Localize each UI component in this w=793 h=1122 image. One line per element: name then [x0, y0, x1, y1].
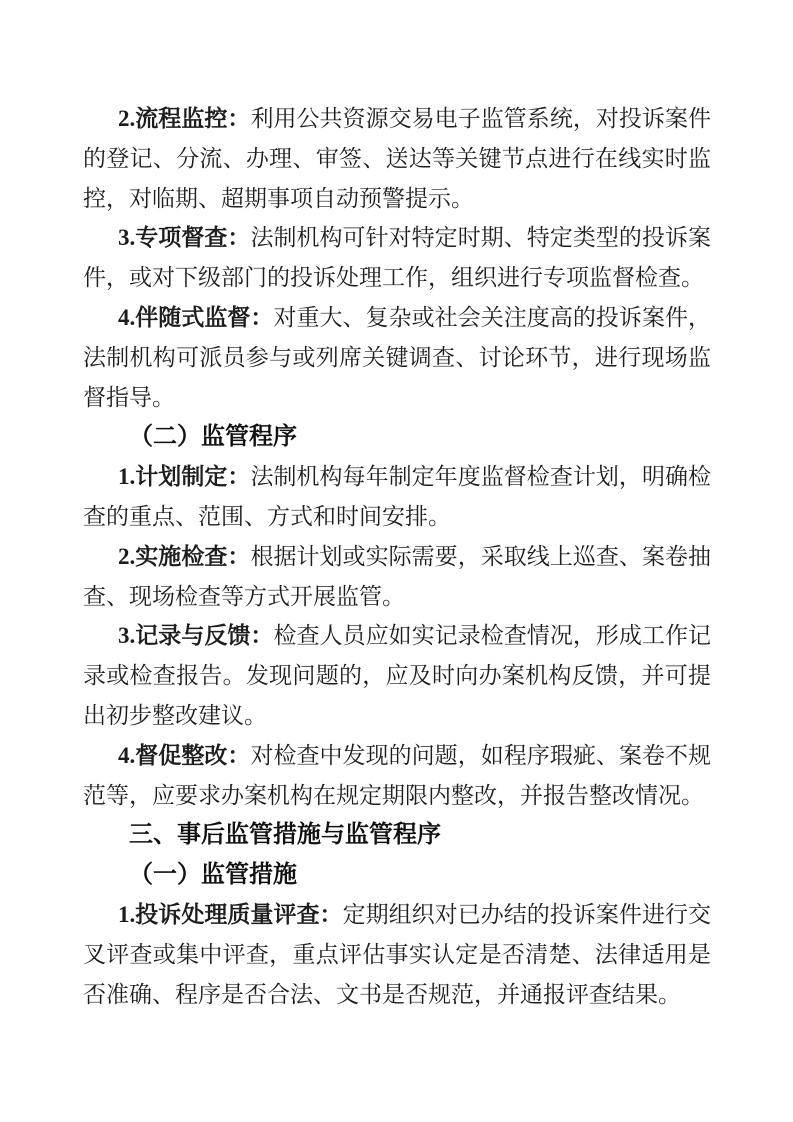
paragraph — [83, 616, 711, 735]
paragraph-lead: 4.督促整改： — [118, 742, 251, 768]
paragraph-text: 法制机构可针对特定时期、特定类型的投诉案件，或对下级部门的投诉处理工作，组织进行专项监督检查。 — [83, 225, 712, 291]
paragraph-text: 检查人员应如实记录检查情况，形成工作记录或检查报告。发现问题的，应及时向办案机构反馈，并可提出初步整改建议。 — [83, 623, 712, 728]
paragraph-text: 对重大、复杂或社会关注度高的投诉案件，法制机构可派员参与或列席关键调查、讨论环节，进行现场监督指导。 — [83, 304, 712, 410]
paragraph-text: 定期组织对已办结的投诉案件进行交叉评查或集中评查，重点评估事实认定是否清楚、法律适用是否准确、程序是否合法、文书是否规范，并通报评查结果。 — [83, 901, 712, 1007]
paragraph — [83, 736, 711, 816]
paragraph-lead: 1.计划制定： — [118, 464, 251, 490]
paragraph-lead: 2.流程监控： — [118, 106, 251, 131]
paragraph-text: 对检查中发现的问题，如程序瑕疵、案卷不规范等，应要求办案机构在规定期限内整改，并报告整改情况。 — [83, 742, 712, 808]
document-body — [83, 99, 711, 1014]
paragraph — [83, 457, 711, 537]
paragraph-text: 根据计划或实际需要，采取线上巡查、案卷抽查、现场检查等方式开展监管。 — [83, 543, 712, 609]
paragraph-text: 法制机构每年制定年度监督检查计划，明确检查的重点、范围、方式和时间安排。 — [83, 464, 712, 529]
paragraph-lead: 2.实施检查： — [118, 543, 251, 569]
paragraph-lead: 3.专项督查： — [118, 225, 251, 251]
paragraph — [83, 99, 711, 218]
paragraph-text: 利用公共资源交易电子监管系统，对投诉案件的登记、分流、办理、审签、送达等关键节点进行在线实时监控，对临期、超期事项自动预警提示。 — [83, 106, 712, 211]
paragraph — [83, 298, 711, 417]
subsection-heading: （一）监管措施 — [129, 861, 297, 889]
paragraph-lead: 1.投诉处理质量评查： — [118, 901, 343, 927]
paragraph — [83, 218, 711, 298]
paragraph — [83, 895, 711, 1014]
section-heading: 三、事后监管措施与监管程序 — [129, 821, 441, 849]
paragraph-lead: 4.伴随式监督： — [118, 304, 274, 330]
paragraph — [83, 537, 711, 617]
subsection-heading: （二）监管程序 — [129, 423, 297, 451]
paragraph-lead: 3.记录与反馈： — [118, 623, 274, 649]
